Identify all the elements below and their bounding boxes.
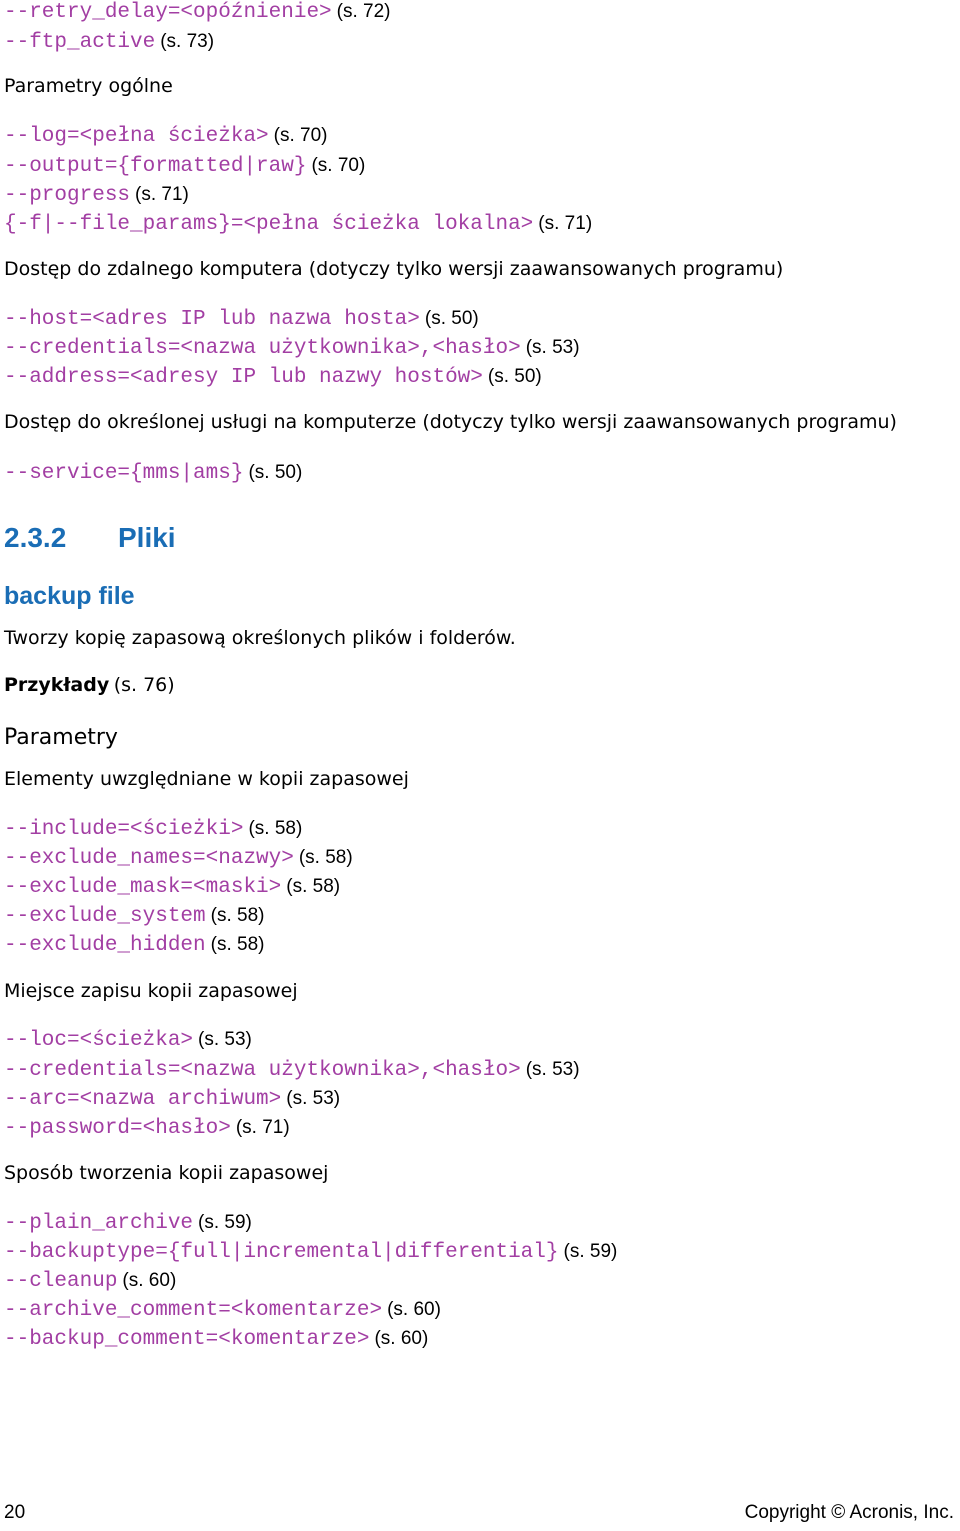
page-ref: (s. 72)	[336, 1, 391, 22]
page-ref: (s. 58)	[210, 934, 265, 955]
option-code: --ftp_active	[4, 31, 156, 54]
option-line	[4, 1025, 252, 1055]
option-code: --include=<ścieżki>	[4, 818, 244, 841]
option-code: --backup_comment=<komentarze>	[4, 1328, 370, 1351]
page-ref: (s. 60)	[387, 1299, 441, 1320]
option-code: --output={formatted|raw}	[4, 155, 307, 178]
page-ref: (s. 53)	[525, 337, 580, 358]
option-line	[4, 121, 328, 151]
section-number: 2.3.2	[4, 522, 67, 553]
option-code: --loc=<ścieżka>	[4, 1029, 194, 1052]
page-ref: (s. 53)	[525, 1059, 580, 1080]
page-ref: (s. 58)	[210, 905, 265, 926]
command-description: Tworzy kopię zapasową określonych plików i folderów.	[4, 627, 516, 649]
group-heading-location: Miejsce zapisu kopii zapasowej	[4, 980, 298, 1002]
option-code: --exclude_system	[4, 905, 206, 928]
page-ref: (s. 71)	[538, 213, 593, 234]
option-code: --service={mms|ams}	[4, 462, 244, 485]
option-code: --progress	[4, 184, 131, 207]
option-line	[4, 1324, 428, 1354]
params-heading: Parametry	[4, 725, 118, 750]
copyright-notice: Copyright © Acronis, Inc.	[744, 1502, 954, 1523]
group-heading-general: Parametry ogólne	[4, 75, 173, 97]
option-line	[4, 1055, 580, 1085]
page-ref: (s. 70)	[311, 155, 366, 176]
option-line	[4, 814, 302, 844]
page-ref: (s. 58)	[248, 818, 303, 839]
option-line	[4, 180, 189, 210]
option-line	[4, 1113, 290, 1143]
option-line	[4, 0, 391, 27]
option-line	[4, 304, 479, 334]
option-line	[4, 1295, 441, 1325]
option-line	[4, 362, 542, 392]
option-code: --credentials=<nazwa użytkownika>,<hasło>	[4, 1059, 521, 1082]
option-code: --host=<adres IP lub nazwa hosta>	[4, 308, 420, 331]
group-heading-method: Sposób tworzenia kopii zapasowej	[4, 1162, 329, 1184]
option-line	[4, 930, 265, 960]
option-code: --exclude_mask=<maski>	[4, 876, 282, 899]
page-ref: (s. 70)	[273, 125, 328, 146]
option-line	[4, 1266, 176, 1296]
option-line	[4, 209, 592, 239]
option-code: --archive_comment=<komentarze>	[4, 1299, 383, 1322]
page-ref: (s. 58)	[286, 876, 341, 897]
examples-line	[4, 674, 175, 696]
option-code: --plain_archive	[4, 1212, 194, 1235]
page-ref: (s. 59)	[198, 1212, 252, 1233]
page-ref: (s. 53)	[198, 1029, 252, 1050]
option-line	[4, 843, 353, 873]
option-code: --retry_delay=<opóźnienie>	[4, 1, 332, 24]
page-ref: (s. 71)	[135, 184, 189, 205]
page-ref: (s. 60)	[122, 1270, 177, 1291]
page-ref: (s. 60)	[374, 1328, 429, 1349]
option-line	[4, 1208, 252, 1238]
page-number: 20	[4, 1502, 26, 1523]
examples-label: Przykłady	[4, 674, 110, 696]
page-ref: (s. 50)	[248, 462, 303, 483]
group-heading-remote: Dostęp do zdalnego komputera (dotyczy tylko wersji zaawansowanych programu)	[4, 258, 784, 280]
option-code: --address=<adresy IP lub nazwy hostów>	[4, 366, 483, 389]
page-ref: (s. 71)	[235, 1117, 290, 1138]
option-code: --exclude_names=<nazwy>	[4, 847, 294, 870]
page-ref: (s. 53)	[286, 1088, 341, 1109]
option-code: --password=<hasło>	[4, 1117, 231, 1140]
option-line	[4, 333, 580, 363]
page-ref: (s. 50)	[487, 366, 542, 387]
option-code: {-f|--file_params}=<pełna ścieżka lokalna>	[4, 213, 534, 236]
option-line	[4, 901, 265, 931]
group-heading-service: Dostęp do określonej usługi na komputerze (dotyczy tylko wersji zaawansowanych programu)	[4, 411, 897, 433]
option-line	[4, 1237, 617, 1267]
option-line	[4, 27, 214, 57]
command-title: backup file	[4, 582, 135, 610]
option-code: --cleanup	[4, 1270, 118, 1293]
page-ref: (s. 73)	[160, 31, 215, 52]
option-line	[4, 151, 365, 181]
option-code: --exclude_hidden	[4, 934, 206, 957]
page-ref: (s. 59)	[563, 1241, 618, 1262]
option-line	[4, 1084, 340, 1114]
page-ref: (s. 50)	[424, 308, 479, 329]
option-code: --log=<pełna ścieżka>	[4, 125, 269, 148]
option-line	[4, 872, 340, 902]
examples-ref: (s. 76)	[113, 674, 175, 696]
option-code: --backuptype={full|incremental|differential}	[4, 1241, 559, 1264]
option-code: --arc=<nazwa archiwum>	[4, 1088, 282, 1111]
page-ref: (s. 58)	[298, 847, 353, 868]
option-code: --credentials=<nazwa użytkownika>,<hasło>	[4, 337, 521, 360]
option-line	[4, 458, 302, 488]
group-heading-included: Elementy uwzględniane w kopii zapasowej	[4, 768, 409, 790]
section-title: Pliki	[118, 522, 176, 553]
